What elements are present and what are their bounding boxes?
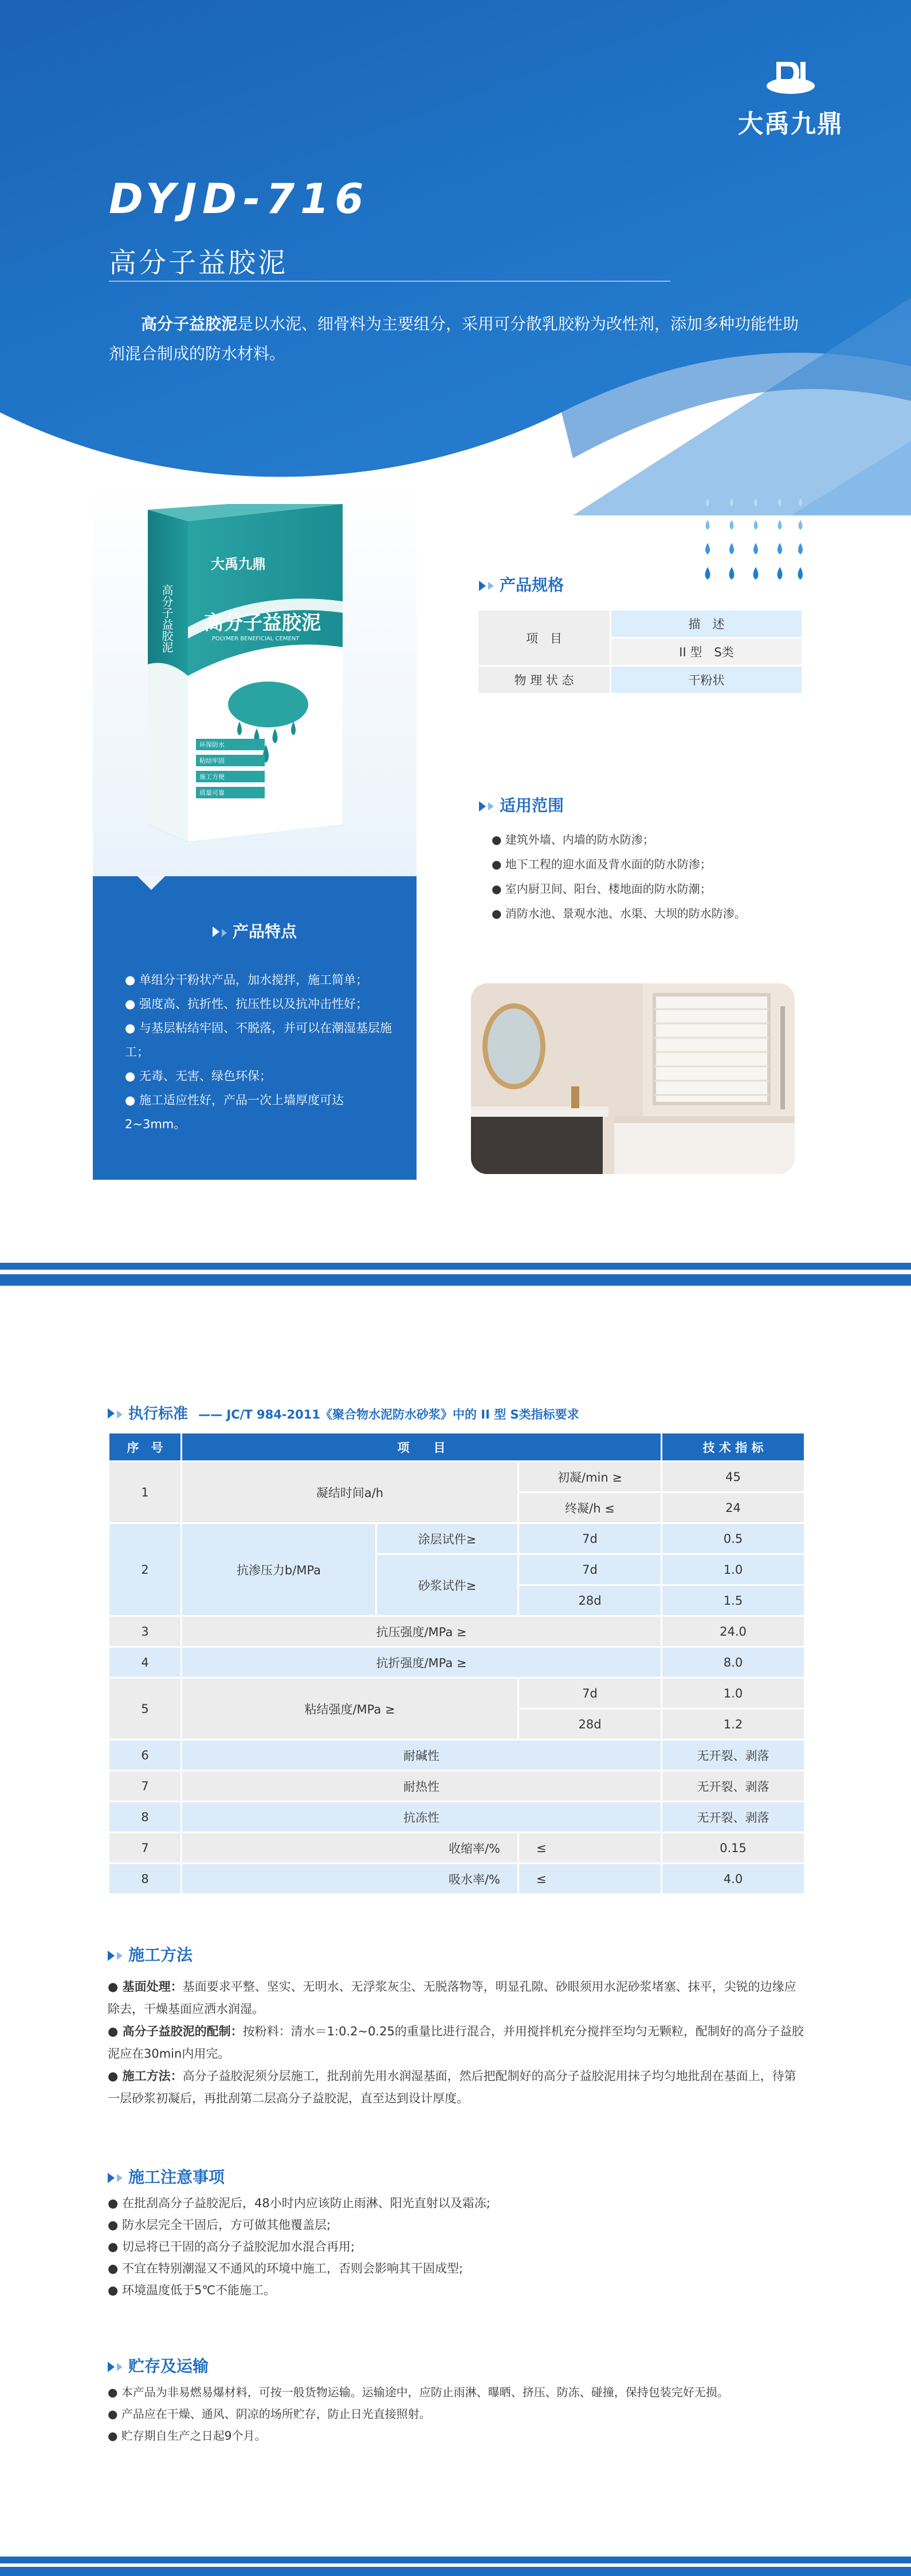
intro-bold: 高分子益胶泥: [141, 314, 238, 333]
storage-item: ● 贮存期自生产之日起9个月。: [108, 2429, 266, 2443]
table-cell: 粘结强度/MPa ≥: [182, 1678, 519, 1740]
standard-table: [108, 1432, 806, 1895]
notes-list: [108, 2192, 804, 2301]
table-cell: ≤: [519, 1864, 662, 1894]
table-cell: 7d: [519, 1523, 662, 1554]
scope-title: 适用范围: [479, 793, 564, 816]
feature-item: ● 强度高、抗折性、抗压性以及抗冲击性好；: [125, 997, 368, 1011]
table-cell: 4: [109, 1647, 182, 1678]
table-cell: 8: [109, 1802, 182, 1833]
package-badge: 质量可靠: [196, 787, 265, 798]
features-title-icon2: [222, 929, 227, 937]
table-cell: 0.5: [662, 1523, 805, 1554]
table-cell: ≤: [519, 1833, 662, 1864]
table-cell: 耐碱性: [182, 1740, 662, 1771]
table-cell: 1.5: [662, 1585, 805, 1616]
storage-item: ● 本产品为非易燃易爆材料，可按一般货物运输。运输途中，应防止雨淋、曝晒、挤压、防冻、碰撞，保持包装完好无损。: [108, 2385, 729, 2399]
table-cell: 1.0: [662, 1678, 805, 1709]
table-cell: 8: [109, 1864, 182, 1894]
table-cell: 耐热性: [182, 1771, 662, 1802]
spec-cell: 干粉状: [611, 666, 803, 694]
method-paragraph: ● 基面处理：基面要求平整、坚实、无明水、无浮浆灰尘、无脱落物等，明显孔隙、砂眼须用水泥砂浆堵塞、抹平，尖锐的边缘应除去，干燥基面应洒水润湿。: [108, 1980, 796, 2016]
table-cell: 凝结时间a/h: [182, 1462, 519, 1523]
storage-title: 贮存及运输: [108, 2354, 209, 2377]
divider-stripe: [0, 1263, 911, 1270]
standard-subtitle: —— JC/T 984-2011《聚合物水泥防水砂浆》中的 II 型 S类指标要求: [198, 1408, 579, 1421]
title-divider: [109, 281, 670, 282]
notes-title: 施工注意事项: [108, 2165, 225, 2188]
table-cell: 抗冻性: [182, 1802, 662, 1833]
scope-item: ● 建筑外墙、内墙的防水防渗；: [492, 833, 654, 846]
brand-logo-icon: [765, 57, 816, 97]
features-title: 产品特点: [93, 919, 417, 942]
note-item: ● 在批刮高分子益胶泥后，48小时内应该防止雨淋、阳光直射以及霜冻;: [108, 2196, 490, 2210]
table-cell: 无开裂、剥落: [662, 1802, 805, 1833]
package-subtitle: POLYMER BENEFICIAL CEMENT: [212, 636, 300, 642]
feature-item: ● 单组分干粉状产品，加水搅拌，施工简单；: [125, 973, 368, 987]
table-cell: 1.2: [662, 1709, 805, 1740]
spec-cell: 项 目: [478, 610, 611, 666]
bathroom-photo: [471, 983, 795, 1174]
table-cell: 吸水率/%: [182, 1864, 519, 1894]
table-cell: 1: [109, 1462, 182, 1523]
table-cell: 收缩率/%: [182, 1833, 519, 1864]
table-cell: 7d: [519, 1554, 662, 1585]
package-badges: [196, 739, 265, 798]
brand-logo: [728, 57, 854, 143]
feature-item: ● 无毒、无害、绿色环保；: [125, 1069, 272, 1083]
table-cell: 抗压强度/MPa ≥: [182, 1616, 662, 1647]
scope-item: ● 消防水池、景观水池、水渠、大坝的防水防渗。: [492, 907, 746, 920]
section-arrow-icon: [108, 2362, 115, 2372]
table-cell: 0.15: [662, 1833, 805, 1864]
table-cell: 初凝/min ≥: [519, 1462, 662, 1492]
feature-item: ● 施工适应性好，产品一次上墙厚度可达2~3mm。: [125, 1093, 344, 1131]
note-item: ● 切忌将已干固的高分子益胶泥加水混合再用;: [108, 2240, 355, 2254]
spec-table: [477, 609, 803, 695]
table-header: 技 术 指 标: [662, 1433, 805, 1462]
table-cell: 1.0: [662, 1554, 805, 1585]
spec-cell: 物 理 状 态: [478, 666, 611, 694]
table-cell: 6: [109, 1740, 182, 1771]
divider-stripe: [0, 1274, 911, 1286]
standard-title: 执行标准 —— JC/T 984-2011《聚合物水泥防水砂浆》中的 II 型 S类指标要求: [108, 1402, 579, 1423]
spec-cell: 描 述: [611, 610, 803, 638]
intro-text: 是以水泥、细骨料为主要组分，采用可分散乳胶粉为改性剂，添加多种功能性助剂混合制成的防水材料。: [109, 314, 799, 363]
table-cell: 涂层试件≥: [376, 1523, 519, 1554]
table-cell: 2: [109, 1523, 182, 1616]
method-paragraph: ● 高分子益胶泥的配制：按粉料：清水＝1:0.2~0.25的重量比进行混合，并用搅拌机充分搅拌至均匀无颗粒，配制好的高分子益胶泥应在30min内用完。: [108, 2024, 804, 2061]
table-cell: 终凝/h ≤: [519, 1492, 662, 1523]
note-item: ● 防水层完全干固后，方可做其他覆盖层;: [108, 2218, 331, 2232]
footer-stripe: [0, 2567, 911, 2576]
section-arrow-icon: [117, 2174, 123, 2182]
table-cell: 抗折强度/MPa ≥: [182, 1647, 662, 1678]
section-arrow-icon: [117, 1952, 123, 1960]
package-badge: 环保防水: [196, 739, 265, 750]
spec-cell: II 型 S类: [611, 638, 803, 666]
scope-list: [492, 828, 812, 926]
scope-item: ● 室内厨卫间、阳台、楼地面的防水防潮；: [492, 882, 712, 896]
footer-stripe: [0, 2557, 911, 2563]
storage-item: ● 产品应在干燥、通风、阴凉的场所贮存，防止日光直接照射。: [108, 2407, 431, 2421]
card-notch: [138, 876, 165, 890]
table-cell: 5: [109, 1678, 182, 1740]
table-cell: 7d: [519, 1678, 662, 1709]
scope-item: ● 地下工程的迎水面及背水面的防水防渗；: [492, 857, 712, 871]
features-title-icon: [213, 927, 219, 937]
product-intro: [109, 309, 814, 369]
section-arrow-icon: [488, 582, 494, 590]
package-side-text: 高分子益胶泥: [160, 584, 174, 653]
section-arrow-icon: [108, 1408, 115, 1419]
feature-item: ● 与基层粘结牢固、不脱落，并可以在潮湿基层施工；: [125, 1021, 392, 1059]
package-badge: 粘结牢固: [196, 755, 265, 766]
table-cell: 7: [109, 1833, 182, 1864]
storage-list: [108, 2381, 804, 2447]
package-brand: 大禹九鼎: [211, 556, 266, 572]
table-cell: 7: [109, 1771, 182, 1802]
note-item: ● 不宜在特别潮湿又不通风的环境中施工，否则会影响其干固成型;: [108, 2262, 464, 2275]
section-arrow-icon: [108, 1951, 115, 1961]
section-arrow-icon: [479, 801, 486, 812]
table-cell: 28d: [519, 1709, 662, 1740]
table-cell: 无开裂、剥落: [662, 1771, 805, 1802]
section-arrow-icon: [117, 2363, 123, 2371]
product-model: DYJD-716: [109, 175, 370, 223]
table-cell: 无开裂、剥落: [662, 1740, 805, 1771]
method-body: [108, 1976, 804, 2110]
section-arrow-icon: [488, 802, 494, 810]
table-cell: 8.0: [662, 1647, 805, 1678]
section-arrow-icon: [108, 2173, 115, 2183]
section-arrow-icon: [479, 581, 486, 591]
package-title: 高分子益胶泥: [204, 612, 321, 635]
table-header: 项 目: [182, 1433, 662, 1462]
table-header: 序 号: [109, 1433, 182, 1462]
table-cell: 24.0: [662, 1616, 805, 1647]
table-cell: 砂浆试件≥: [376, 1554, 519, 1616]
brand-name: 大禹九鼎: [738, 109, 843, 139]
table-cell: 28d: [519, 1585, 662, 1616]
table-cell: 4.0: [662, 1864, 805, 1894]
spec-title: 产品规格: [479, 573, 564, 596]
package-badge: 施工方便: [196, 771, 265, 782]
features-list: [125, 968, 394, 1136]
method-title: 施工方法: [108, 1943, 193, 1966]
table-cell: 抗渗压力b/MPa: [182, 1523, 376, 1616]
bathroom-illustration: [471, 983, 795, 1174]
note-item: ● 环境温度低于5℃不能施工。: [108, 2283, 276, 2297]
product-name: 高分子益胶泥: [109, 247, 288, 279]
table-cell: 45: [662, 1462, 805, 1492]
section-arrow-icon: [117, 1411, 123, 1419]
method-paragraph: ● 施工方法：高分子益胶泥须分层施工，批刮前先用水润湿基面，然后把配制好的高分子益胶泥用抹子均匀地批刮在基面上，待第一层砂浆初凝后，再批刮第二层高分子益胶泥，直至达到设计厚度。: [108, 2069, 796, 2105]
water-drops-icon: [702, 498, 805, 590]
table-cell: 3: [109, 1616, 182, 1647]
table-cell: 24: [662, 1492, 805, 1523]
product-package: [148, 504, 354, 848]
